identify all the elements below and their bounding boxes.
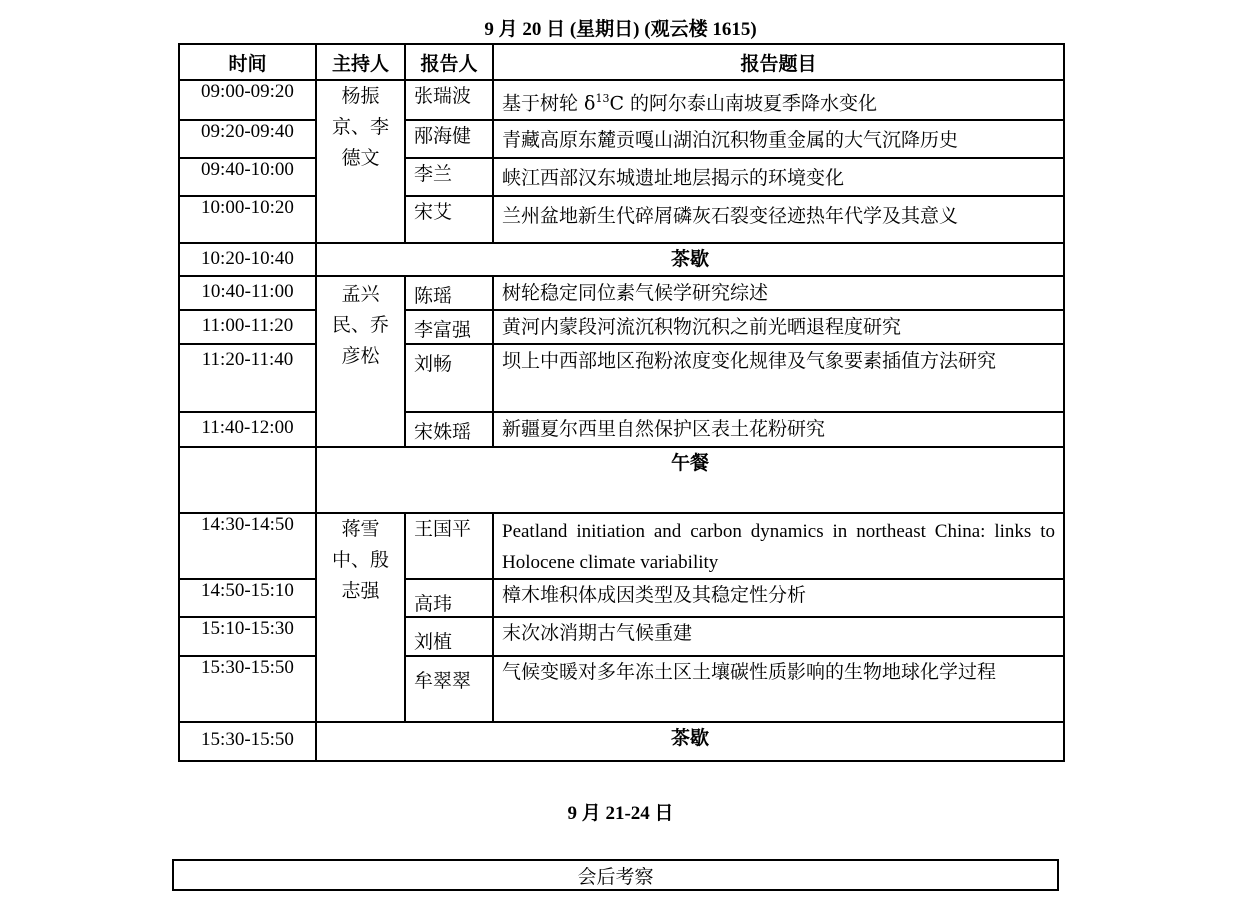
- time-cell: 14:50-15:10: [179, 579, 316, 617]
- time-cell: [179, 447, 316, 513]
- topic-cell: 峡江西部汉东城遗址地层揭示的环境变化: [493, 158, 1064, 196]
- topic-cell: 兰州盆地新生代碎屑磷灰石裂变径迹热年代学及其意义: [493, 196, 1064, 243]
- time-cell: 15:10-15:30: [179, 617, 316, 656]
- header-topic: 报告题目: [493, 44, 1064, 80]
- speaker-cell: 刘植: [405, 617, 493, 656]
- table-row: [179, 310, 1064, 344]
- table-row: [179, 158, 1064, 196]
- time-cell: 15:30-15:50: [179, 656, 316, 722]
- day2-title: 9 月 21-24 日: [567, 803, 674, 824]
- table-row: [179, 120, 1064, 158]
- time-cell: 10:40-11:00: [179, 276, 316, 310]
- speaker-cell: 王国平: [405, 513, 493, 579]
- topic-cell: 青藏高原东麓贡嘎山湖泊沉积物重金属的大气沉降历史: [493, 120, 1064, 158]
- topic-cell: 末次冰消期古气候重建: [493, 617, 1064, 656]
- topic-cell: [493, 80, 1064, 120]
- topic-cell: 坝上中西部地区孢粉浓度变化规律及气象要素插值方法研究: [493, 344, 1064, 412]
- time-cell: 14:30-14:50: [179, 513, 316, 579]
- table-row: [179, 617, 1064, 656]
- topic-cell: 气候变暖对多年冻土区土壤碳性质影响的生物地球化学过程: [493, 656, 1064, 722]
- time-cell: 09:20-09:40: [179, 120, 316, 158]
- speaker-cell: 邴海健: [405, 120, 493, 158]
- table-row: [179, 80, 1064, 120]
- time-cell: 10:00-10:20: [179, 196, 316, 243]
- header-host: 主持人: [316, 44, 405, 80]
- table-row-lunch: [179, 447, 1064, 513]
- host-cell: 孟兴民、乔彦松: [316, 276, 405, 447]
- speaker-cell: 李兰: [405, 158, 493, 196]
- topic-text-pre: 基于树轮 δ: [502, 92, 596, 115]
- host-cell: 杨振京、李德文: [316, 80, 405, 243]
- table-row: [179, 196, 1064, 243]
- topic-cell: 树轮稳定同位素气候学研究综述: [493, 276, 1064, 310]
- speaker-cell: 李富强: [405, 310, 493, 344]
- header-time: 时间: [179, 44, 316, 80]
- speaker-cell: 张瑞波: [405, 80, 493, 120]
- time-cell: 11:20-11:40: [179, 344, 316, 412]
- table-row: [179, 656, 1064, 722]
- topic-cell: 樟木堆积体成因类型及其稳定性分析: [493, 579, 1064, 617]
- day1-title: 9 月 20 日 (星期日) (观云楼 1615): [484, 19, 757, 40]
- table-row: [179, 344, 1064, 412]
- post-conference-tour: 会后考察: [172, 859, 1059, 891]
- table-row: [179, 513, 1064, 579]
- topic-text-post: C 的阿尔泰山南坡夏季降水变化: [609, 92, 878, 115]
- table-row: [179, 276, 1064, 310]
- header-speaker: 报告人: [405, 44, 493, 80]
- time-cell: 10:20-10:40: [179, 243, 316, 276]
- time-cell: 15:30-15:50: [179, 722, 316, 761]
- lunch-label: 午餐: [316, 447, 1064, 513]
- table-header-row: [179, 44, 1064, 80]
- speaker-cell: 牟翠翠: [405, 656, 493, 722]
- table-row-break: [179, 722, 1064, 761]
- speaker-cell: 陈瑶: [405, 276, 493, 310]
- break-label: 茶歇: [316, 243, 1064, 276]
- break-label: 茶歇: [316, 722, 1064, 761]
- speaker-cell: 刘畅: [405, 344, 493, 412]
- topic-cell: 新疆夏尔西里自然保护区表土花粉研究: [493, 412, 1064, 447]
- speaker-cell: 宋艾: [405, 196, 493, 243]
- time-cell: 09:00-09:20: [179, 80, 316, 120]
- host-cell: 蒋雪中、殷志强: [316, 513, 405, 722]
- time-cell: 11:00-11:20: [179, 310, 316, 344]
- table-row: [179, 412, 1064, 447]
- table-row-break: [179, 243, 1064, 276]
- time-cell: 11:40-12:00: [179, 412, 316, 447]
- topic-cell: 黄河内蒙段河流沉积物沉积之前光晒退程度研究: [493, 310, 1064, 344]
- speaker-cell: 高玮: [405, 579, 493, 617]
- table-row: [179, 579, 1064, 617]
- schedule-table: [178, 43, 1065, 762]
- speaker-cell: 宋姝瑶: [405, 412, 493, 447]
- topic-superscript: 13: [595, 92, 610, 105]
- time-cell: 09:40-10:00: [179, 158, 316, 196]
- topic-cell: Peatland initiation and carbon dynamics in northeast China: links to Holocene climate variability: [493, 513, 1064, 579]
